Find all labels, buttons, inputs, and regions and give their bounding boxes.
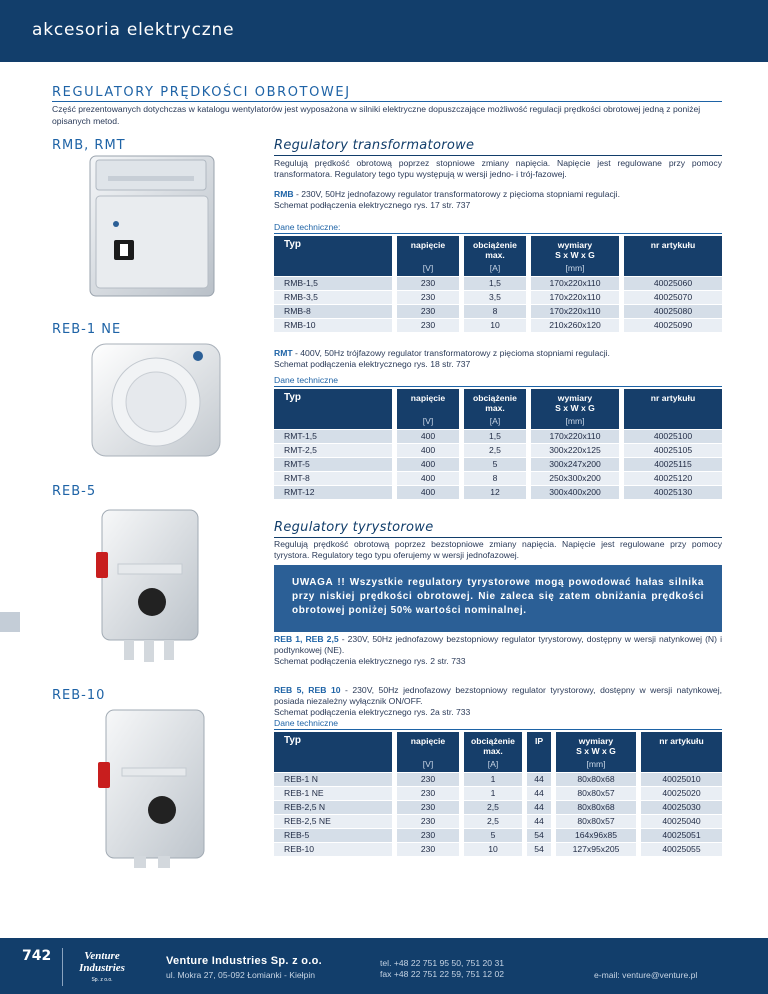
col-load: obciążenie max.: [464, 236, 526, 262]
table-row: [274, 471, 722, 485]
cell-voltage: 230: [397, 842, 459, 856]
section-divider: [52, 101, 722, 102]
cell-voltage: 230: [397, 786, 459, 800]
cell-typ: REB-5: [274, 828, 392, 842]
cell-voltage: 230: [397, 828, 459, 842]
rmb-regulator-photo: [86, 150, 226, 302]
unit-cell: [527, 758, 551, 772]
cell-load: 8: [464, 304, 526, 318]
col-dims: wymiary S x W x G: [531, 236, 619, 262]
cell-article: 40025055: [641, 842, 722, 856]
cell-typ: RMB-8: [274, 304, 392, 318]
company-address: ul. Mokra 27, 05-092 Łomianki - Kiełpin: [166, 970, 316, 980]
col-article: nr artykułu: [641, 732, 722, 758]
reb-spec-table: [274, 732, 722, 857]
thyristor-section-title: Regulatory tyrystorowe: [274, 520, 434, 535]
cell-article: 40025070: [624, 290, 722, 304]
cell-load: 8: [464, 471, 526, 485]
reb12-schema-text: Schemat podłączenia elektrycznego rys. 2 str. 733: [274, 656, 466, 666]
cell-article: 40025010: [641, 772, 722, 786]
cell-voltage: 230: [397, 772, 459, 786]
table-row: [274, 290, 722, 304]
col-dims: wymiary S x W x G: [531, 389, 619, 415]
model-label-reb10: REB-10: [52, 688, 106, 703]
cell-load: 2,5: [464, 800, 522, 814]
reb10-regulator-photo: [94, 706, 212, 870]
rmt-desc-text: - 400V, 50Hz trójfazowy regulator transformatorowy z pięcioma stopniami regulacji.: [292, 348, 610, 358]
cell-dims: 80x80x68: [556, 800, 636, 814]
svg-text:Venture: Venture: [84, 950, 120, 962]
cell-load: 1: [464, 786, 522, 800]
svg-text:Sp. z o.o.: Sp. z o.o.: [91, 977, 113, 983]
cell-dims: 170x220x110: [531, 290, 619, 304]
cell-typ: RMB-3,5: [274, 290, 392, 304]
cell-typ: RMB-1,5: [274, 276, 392, 290]
unit-cell: [274, 415, 392, 429]
thyristor-description: Regulują prędkość obrotową poprzez bezstopniowe zmiany napięcia. Napięcie jest regulowane przy pomocy tyrystora. Regulatory tego typu oferujemy w wersji jednofazowej.: [274, 539, 722, 560]
reb-tech-data-divider: [274, 729, 722, 730]
rmb-description: [274, 189, 722, 211]
col-voltage: napięcie: [397, 236, 459, 262]
contact-email[interactable]: e-mail: venture@venture.pl: [594, 970, 698, 980]
reb5-regulator-photo: [94, 506, 204, 670]
cell-load: 2,5: [464, 443, 526, 457]
unit-cell: [A]: [464, 758, 522, 772]
rmb-tech-data-label: Dane techniczne:: [274, 222, 341, 232]
side-tab-marker: [0, 612, 20, 632]
table-row: [274, 304, 722, 318]
cell-dims: 80x80x57: [556, 786, 636, 800]
transformer-section-title: Regulatory transformatorowe: [274, 138, 475, 153]
table-row: [274, 842, 722, 856]
cell-load: 1: [464, 772, 522, 786]
transformer-section-divider: [274, 155, 722, 156]
company-name: Venture Industries Sp. z o.o.: [166, 955, 323, 967]
cell-typ: REB-10: [274, 842, 392, 856]
cell-voltage: 230: [397, 304, 459, 318]
table-row: [274, 318, 722, 332]
fax-line: fax +48 22 751 22 59, 751 12 02: [380, 969, 505, 979]
table-row: [274, 429, 722, 443]
cell-ip: 54: [527, 828, 551, 842]
cell-article: 40025130: [624, 485, 722, 499]
unit-cell: [A]: [464, 262, 526, 276]
svg-text:Industries: Industries: [79, 962, 125, 974]
cell-dims: 300x247x200: [531, 457, 619, 471]
cell-load: 5: [464, 828, 522, 842]
cell-dims: 80x80x68: [556, 772, 636, 786]
cell-article: 40025105: [624, 443, 722, 457]
cell-article: 40025120: [624, 471, 722, 485]
col-load: obciążenie max.: [464, 732, 522, 758]
cell-typ: RMT-8: [274, 471, 392, 485]
cell-ip: 44: [527, 800, 551, 814]
cell-article: 40025040: [641, 814, 722, 828]
cell-dims: 164x96x85: [556, 828, 636, 842]
cell-article: 40025090: [624, 318, 722, 332]
col-typ: Typ: [274, 732, 392, 758]
reb12-code: REB 1, REB 2,5: [274, 634, 339, 644]
cell-dims: 170x220x110: [531, 276, 619, 290]
unit-cell: [V]: [397, 415, 459, 429]
cell-typ: RMT-5: [274, 457, 392, 471]
reb510-schema-text: Schemat podłączenia elektrycznego rys. 2a str. 733: [274, 707, 471, 717]
cell-typ: RMT-2,5: [274, 443, 392, 457]
transformer-description: Regulują prędkość obrotową poprzez stopniowe zmiany napięcia. Napięcie jest regulowane przy pomocy transformatora. Regulatory tego typu występują w wersji jedno- i trój-fazowej.: [274, 158, 722, 179]
cell-load: 5: [464, 457, 526, 471]
cell-load: 12: [464, 485, 526, 499]
unit-cell: [V]: [397, 758, 459, 772]
reb-tech-data-label: Dane techniczne: [274, 718, 339, 728]
cell-typ: RMT-12: [274, 485, 392, 499]
cell-voltage: 400: [397, 485, 459, 499]
unit-cell: [624, 262, 722, 276]
cell-article: 40025080: [624, 304, 722, 318]
cell-article: 40025060: [624, 276, 722, 290]
cell-typ: REB-1 N: [274, 772, 392, 786]
reb510-description: [274, 685, 722, 718]
model-label-reb1ne: REB-1 NE: [52, 322, 122, 337]
cell-ip: 54: [527, 842, 551, 856]
cell-voltage: 400: [397, 429, 459, 443]
cell-dims: 210x260x120: [531, 318, 619, 332]
cell-ip: 44: [527, 772, 551, 786]
units-row: [274, 758, 722, 772]
cell-dims: 170x220x110: [531, 304, 619, 318]
rmt-code: RMT: [274, 348, 293, 358]
col-ip: IP: [527, 732, 551, 758]
rmt-tech-data-divider: [274, 386, 722, 387]
cell-article: 40025115: [624, 457, 722, 471]
table-row: [274, 485, 722, 499]
cell-typ: RMT-1,5: [274, 429, 392, 443]
cell-typ: REB-2,5 NE: [274, 814, 392, 828]
rmb-spec-table: [274, 236, 722, 333]
table-row: [274, 772, 722, 786]
rmb-code: RMB: [274, 189, 294, 199]
reb510-desc-text: - 230V, 50Hz jednofazowy bezstopniowy regulator tyrystorowy, dostępny w wersji natynkowej, posiada niezależny wyłącznik ON/OFF.: [274, 685, 722, 706]
cell-load: 3,5: [464, 290, 526, 304]
page-number: 742: [22, 948, 52, 964]
table-row: [274, 276, 722, 290]
cell-dims: 80x80x57: [556, 814, 636, 828]
rmb-tech-data-divider: [274, 233, 722, 234]
col-article: nr artykułu: [624, 236, 722, 262]
intro-text: Część prezentowanych dotychczas w katalogu wentylatorów jest wyposażona w silniki elektryczne dopuszczające możliwość regulacji prędkości obrotowej jedną z poniżej opisanych metod.: [52, 104, 701, 126]
cell-load: 2,5: [464, 814, 522, 828]
unit-cell: [mm]: [531, 415, 619, 429]
unit-cell: [V]: [397, 262, 459, 276]
col-typ: Typ: [274, 236, 392, 262]
cell-article: 40025030: [641, 800, 722, 814]
col-voltage: napięcie: [397, 732, 459, 758]
table-row: [274, 457, 722, 471]
rmt-schema-text: Schemat podłączenia elektrycznego rys. 18 str. 737: [274, 359, 471, 369]
unit-cell: [274, 262, 392, 276]
cell-dims: 250x300x200: [531, 471, 619, 485]
model-label-reb5: REB-5: [52, 484, 97, 499]
unit-cell: [624, 415, 722, 429]
rmb-schema-text: Schemat podłączenia elektrycznego rys. 17 str. 737: [274, 200, 471, 210]
page-category-title: akcesoria elektryczne: [32, 20, 235, 40]
cell-dims: 300x400x200: [531, 485, 619, 499]
reb1ne-regulator-photo: [84, 338, 226, 462]
model-label-rmb-rmt: RMB, RMT: [52, 138, 126, 153]
col-load: obciążenie max.: [464, 389, 526, 415]
reb12-description: [274, 634, 722, 667]
rmb-desc-text: - 230V, 50Hz jednofazowy regulator transformatorowy z pięcioma stopniami regulacji.: [293, 189, 620, 199]
units-row: [274, 262, 722, 276]
rmt-tech-data-label: Dane techniczne: [274, 375, 339, 385]
unit-cell: [641, 758, 722, 772]
contact-phones: [380, 958, 504, 980]
table-row: [274, 828, 722, 842]
cell-voltage: 230: [397, 800, 459, 814]
thyristor-section-divider: [274, 537, 722, 538]
cell-voltage: 400: [397, 443, 459, 457]
footer-divider: [62, 948, 63, 986]
table-row: [274, 800, 722, 814]
rmt-spec-table: [274, 389, 722, 500]
cell-load: 1,5: [464, 429, 526, 443]
table-row: [274, 786, 722, 800]
reb12-desc-text: - 230V, 50Hz jednofazowy bezstopniowy regulator tyrystorowy, dostępny w wersji natynkowej (N) i podtynkowej (NE).: [274, 634, 722, 655]
col-dims: wymiary S x W x G: [556, 732, 636, 758]
cell-article: 40025100: [624, 429, 722, 443]
cell-ip: 44: [527, 786, 551, 800]
venture-logo: [72, 946, 132, 986]
table-row: [274, 814, 722, 828]
col-typ: Typ: [274, 389, 392, 415]
cell-voltage: 400: [397, 457, 459, 471]
col-article: nr artykułu: [624, 389, 722, 415]
rmt-description: [274, 348, 722, 370]
unit-cell: [274, 758, 392, 772]
cell-voltage: 230: [397, 814, 459, 828]
cell-load: 10: [464, 318, 526, 332]
reb510-code: REB 5, REB 10: [274, 685, 341, 695]
unit-cell: [mm]: [556, 758, 636, 772]
phone-line: tel. +48 22 751 95 50, 751 20 31: [380, 958, 505, 968]
warning-box: UWAGA !! Wszystkie regulatory tyrystorowe mogą powodować hałas silnika przy niskiej prędkości obrotowej. Nie zaleca się zatem obniżania prędkości obrotowej poniżej 50% wartości nominalnej.: [274, 565, 722, 632]
unit-cell: [mm]: [531, 262, 619, 276]
cell-ip: 44: [527, 814, 551, 828]
table-row: [274, 443, 722, 457]
cell-typ: REB-1 NE: [274, 786, 392, 800]
cell-dims: 300x220x125: [531, 443, 619, 457]
unit-cell: [A]: [464, 415, 526, 429]
cell-load: 1,5: [464, 276, 526, 290]
cell-voltage: 230: [397, 318, 459, 332]
cell-article: 40025020: [641, 786, 722, 800]
cell-voltage: 230: [397, 276, 459, 290]
cell-typ: REB-2,5 N: [274, 800, 392, 814]
cell-voltage: 230: [397, 290, 459, 304]
units-row: [274, 415, 722, 429]
cell-voltage: 400: [397, 471, 459, 485]
cell-typ: RMB-10: [274, 318, 392, 332]
cell-dims: 127x95x205: [556, 842, 636, 856]
col-voltage: napięcie: [397, 389, 459, 415]
cell-dims: 170x220x110: [531, 429, 619, 443]
cell-article: 40025051: [641, 828, 722, 842]
section-title: REGULATORY PRĘDKOŚCI OBROTOWEJ: [52, 85, 351, 100]
cell-load: 10: [464, 842, 522, 856]
